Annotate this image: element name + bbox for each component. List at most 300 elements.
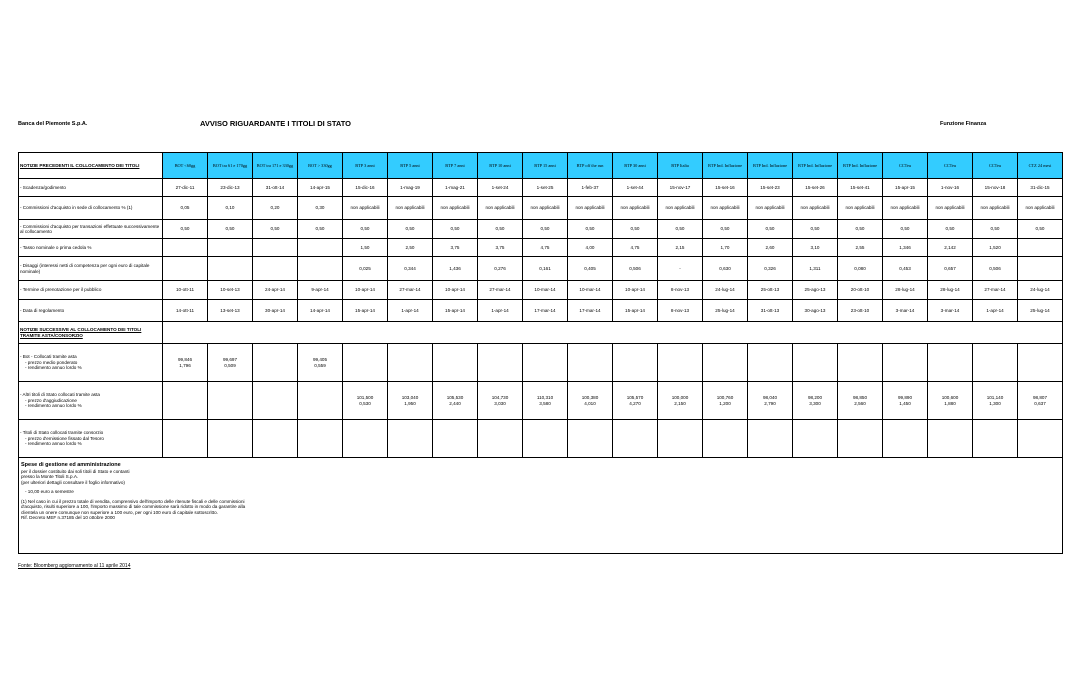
cell-value: 25-lug-14 <box>703 300 748 322</box>
row-label-sub: - rendimento annuo lordo % <box>25 441 82 447</box>
cell-value: 3,10 <box>793 239 838 257</box>
cell-value: non applicabili <box>973 197 1018 220</box>
row-label-sub: - rendimento annuo lordo % <box>25 365 82 371</box>
cell-value: 0,50 <box>388 220 433 239</box>
notes-line: presso la Monte Titoli S.p.A. <box>21 474 79 480</box>
cell-value: non applicabili <box>523 197 568 220</box>
cell-value <box>613 382 658 420</box>
cell-value: non applicabili <box>883 197 928 220</box>
header-row <box>19 153 1063 179</box>
cell-value <box>703 382 748 420</box>
column-header: BTP Ind. Inflazione <box>703 153 748 179</box>
cell-value <box>1018 382 1063 420</box>
cell-value <box>838 420 883 458</box>
cell-value: 23-dic-13 <box>208 179 253 197</box>
cell-price: 101,500 <box>356 395 374 400</box>
cell-value: 0,50 <box>1018 220 1063 239</box>
cell-value: 1-mag-19 <box>388 179 433 197</box>
cell-value <box>838 344 883 382</box>
cell-value: 17-mar-14 <box>568 300 613 322</box>
cell-value <box>523 344 568 382</box>
cell-value: 10-mar-14 <box>523 281 568 300</box>
cell-value: non applicabili <box>478 197 523 220</box>
cell-value: 0,50 <box>163 220 208 239</box>
row-label <box>19 420 163 458</box>
cell-value: 15-nov-17 <box>658 179 703 197</box>
cell-value: 0,20 <box>253 197 298 220</box>
cell-value: - <box>658 257 703 281</box>
cell-price: 99,697 <box>222 357 238 362</box>
cell-value: 9-apr-14 <box>298 281 343 300</box>
cell-yield: 3,300 <box>809 400 821 406</box>
cell-value: 2,142 <box>928 239 973 257</box>
cell-value <box>883 382 928 420</box>
cell-yield: 1,450 <box>899 400 911 406</box>
column-header: BOT tra 61 e 170gg <box>208 153 253 179</box>
row-scadenza <box>19 179 1063 197</box>
cell-value: 27-mar-14 <box>973 281 1018 300</box>
column-header: BTP Ind. Inflazione <box>838 153 883 179</box>
cell-value: 0,05 <box>163 197 208 220</box>
cell-value: 1-nov-16 <box>928 179 973 197</box>
cell-value <box>298 344 343 382</box>
cell-value: 0,50 <box>748 220 793 239</box>
cell-value: 1-set-44 <box>613 179 658 197</box>
cell-value <box>163 420 208 458</box>
cell-price: 98,807 <box>1032 395 1048 400</box>
row-altri <box>19 382 1063 420</box>
column-header: BOT tra 171 e 330gg <box>253 153 298 179</box>
cell-value: 0,50 <box>523 220 568 239</box>
cell-yield: 1,200 <box>719 400 731 406</box>
cell-price: 98,040 <box>762 395 778 400</box>
cell-value <box>163 382 208 420</box>
row-termine <box>19 281 1063 300</box>
cell-value: 1-mag-21 <box>433 179 478 197</box>
column-header: BTP Ind. Inflazione <box>748 153 793 179</box>
cell-value: 0,50 <box>928 220 973 239</box>
cell-value: 0,276 <box>478 257 523 281</box>
cell-value: 0,50 <box>253 220 298 239</box>
cell-value <box>568 420 613 458</box>
cell-value <box>613 344 658 382</box>
cell-value: 4,75 <box>523 239 568 257</box>
cell-value: 10-apr-14 <box>433 281 478 300</box>
cell-yield: 1,300 <box>989 400 1001 406</box>
cell-value: 1,520 <box>973 239 1018 257</box>
row-label-main: - Titoli di Stato collocati tramite consorzio <box>20 430 104 436</box>
cell-value: 0,506 <box>613 257 658 281</box>
cell-value: 10-apr-14 <box>343 281 388 300</box>
column-header: BOT > 330gg <box>298 153 343 179</box>
cell-value: 10-apr-14 <box>613 281 658 300</box>
cell-value: 0,344 <box>388 257 433 281</box>
cell-value: 27-mar-14 <box>388 281 433 300</box>
cell-value: 31-ott-13 <box>748 300 793 322</box>
notes-title: Spese di gestione ed amministrazione <box>21 462 121 468</box>
cell-value <box>253 257 298 281</box>
cell-price: 104,730 <box>491 395 509 400</box>
cell-price: 99,890 <box>897 395 913 400</box>
section-title-after: NOTIZIE SUCCESSIVE AL COLLOCAMENTO DEI TITOLI TRAMITE ASTA/CONSORZIO <box>19 322 163 344</box>
column-header: CCTeu <box>883 153 928 179</box>
cell-value: 28-lug-14 <box>928 281 973 300</box>
row-label: - Data di regolamento <box>19 300 163 322</box>
cell-value: 1,346 <box>883 239 928 257</box>
cell-value: 24-apr-14 <box>253 281 298 300</box>
row-label-main: - Altri titoli di Stato collocati tramite asta <box>20 392 100 398</box>
cell-value: 27-dic-11 <box>163 179 208 197</box>
cell-value: non applicabili <box>568 197 613 220</box>
column-header: BTP Italia <box>658 153 703 179</box>
cell-value: 1-apr-14 <box>973 300 1018 322</box>
cell-value: non applicabili <box>613 197 658 220</box>
cell-value: 20-ott-10 <box>838 281 883 300</box>
section-title-before: NOTIZIE PRECEDENTI IL COLLOCAMENTO DEI TITOLI <box>19 153 163 179</box>
cell-value <box>388 344 433 382</box>
cell-value: 15-set-41 <box>838 179 883 197</box>
cell-value: 28-lug-14 <box>883 281 928 300</box>
cell-value: 0,080 <box>838 257 883 281</box>
cell-value: non applicabili <box>1018 197 1063 220</box>
cell-value: 0,50 <box>433 220 478 239</box>
cell-price: 99,405 <box>312 357 328 362</box>
cell-value: 13-set-13 <box>208 300 253 322</box>
cell-value <box>433 344 478 382</box>
cell-value: 0,50 <box>838 220 883 239</box>
cell-value: 0,50 <box>973 220 1018 239</box>
cell-value: 3-mar-14 <box>928 300 973 322</box>
cell-value <box>883 344 928 382</box>
row-label-sub: - rendimento annuo lordo % <box>25 403 82 409</box>
column-header: BTP 15 anni <box>523 153 568 179</box>
notes-line: per il dossier costituito dai soli titoli di Stato e contanti <box>21 468 130 474</box>
cell-price: 101,140 <box>986 395 1004 400</box>
cell-value <box>883 420 928 458</box>
column-header: BTP 30 anni <box>613 153 658 179</box>
cell-value <box>253 239 298 257</box>
cell-value <box>253 344 298 382</box>
column-header: CCTeu <box>973 153 1018 179</box>
cell-value <box>208 344 253 382</box>
cell-value <box>973 420 1018 458</box>
cell-yield: 3,030 <box>494 400 506 406</box>
column-header: BTP 3 anni <box>343 153 388 179</box>
row-label: - Commissioni d'acquisto in sede di collocamento % (1) <box>19 197 163 220</box>
cell-value: non applicabili <box>838 197 883 220</box>
cell-value: 10-set-13 <box>208 281 253 300</box>
cell-value <box>703 344 748 382</box>
cell-value: 0,50 <box>298 220 343 239</box>
cell-value <box>253 420 298 458</box>
cell-value: 1,436 <box>433 257 478 281</box>
cell-value: 27-mar-14 <box>478 281 523 300</box>
cell-value: 15-apr-14 <box>613 300 658 322</box>
cell-value <box>433 420 478 458</box>
cell-yield: 4,010 <box>584 400 596 406</box>
cell-value: 14-ott-11 <box>163 300 208 322</box>
cell-value: 0,630 <box>703 257 748 281</box>
cell-value: 2,55 <box>838 239 883 257</box>
cell-value <box>928 420 973 458</box>
footnote-line: Rif. Decreto MEF n.37185 del 10 ottobre 2000 <box>21 515 115 521</box>
cell-value: 1,50 <box>343 239 388 257</box>
row-label-sub: - prezzo d'emissione fissato dal Tesoro <box>25 435 104 441</box>
row-label: - Disaggi (interessi netti di competenza per ogni euro di capitale nominale) <box>19 257 163 281</box>
cell-value: 0,50 <box>613 220 658 239</box>
cell-price: 110,310 <box>536 395 554 400</box>
cell-value <box>1018 257 1063 281</box>
cell-value <box>973 344 1018 382</box>
notes-box <box>19 458 1063 554</box>
cell-yield: 0,509 <box>224 362 236 368</box>
cell-value: non applicabili <box>433 197 478 220</box>
cell-value: 10-mar-14 <box>568 281 613 300</box>
cell-value <box>748 420 793 458</box>
cell-value <box>568 344 613 382</box>
cell-value <box>478 382 523 420</box>
cell-value: 1-apr-14 <box>388 300 433 322</box>
cell-yield: 2,440 <box>449 400 461 406</box>
cell-value <box>388 382 433 420</box>
cell-value <box>1018 420 1063 458</box>
cell-value: 1,70 <box>703 239 748 257</box>
cell-value <box>343 344 388 382</box>
row-tasso <box>19 239 1063 257</box>
securities-table <box>18 152 1063 554</box>
cell-value: 0,025 <box>343 257 388 281</box>
cell-value: non applicabili <box>703 197 748 220</box>
cell-value: 30-apr-14 <box>253 300 298 322</box>
cell-value <box>343 420 388 458</box>
cell-value: 0,50 <box>703 220 748 239</box>
cell-value: 25-ago-13 <box>793 281 838 300</box>
cell-value <box>928 344 973 382</box>
row-disaggi <box>19 257 1063 281</box>
cell-value: 4,00 <box>568 239 613 257</box>
cell-value <box>208 382 253 420</box>
document-title: AVVISO RIGUARDANTE I TITOLI DI STATO <box>200 119 351 128</box>
cell-value <box>658 382 703 420</box>
column-header: BTP Ind. Inflazione <box>793 153 838 179</box>
cell-value <box>478 420 523 458</box>
cell-value: non applicabili <box>748 197 793 220</box>
row-regolamento <box>19 300 1063 322</box>
cell-value <box>298 420 343 458</box>
cell-yield: 0,559 <box>314 362 326 368</box>
cell-value <box>523 382 568 420</box>
cell-value <box>163 257 208 281</box>
cell-value <box>838 382 883 420</box>
cell-value <box>433 382 478 420</box>
column-header: CCTeu <box>928 153 973 179</box>
cell-value: 15-set-16 <box>703 179 748 197</box>
bank-name: Banca del Piemonte S.p.A. <box>18 121 88 127</box>
row-label-main: - Bot - Collocati tramite asta <box>20 354 77 360</box>
cell-price: 99,846 <box>177 357 193 362</box>
cell-price: 100,000 <box>671 395 689 400</box>
cell-value: 0,10 <box>208 197 253 220</box>
cell-value <box>343 382 388 420</box>
cell-value: 14-apr-15 <box>298 179 343 197</box>
cell-price: 100,600 <box>941 395 959 400</box>
cell-value <box>568 382 613 420</box>
cell-value: 15-set-26 <box>793 179 838 197</box>
cell-value <box>793 382 838 420</box>
cell-value: 31-ott-14 <box>253 179 298 197</box>
notes-line: (per ulteriori dettagli consultare il foglio informativo) <box>21 479 125 485</box>
cell-value <box>388 420 433 458</box>
cell-value: 0,453 <box>883 257 928 281</box>
cell-value <box>208 239 253 257</box>
notes-block <box>21 462 1060 485</box>
row-label: - Commissioni d'acquisto per transazioni effettuate successivamente al collocamento <box>19 220 163 239</box>
cell-value: 0,50 <box>793 220 838 239</box>
footnote-block <box>21 499 1060 521</box>
cell-value: 0,50 <box>208 220 253 239</box>
row-commissioni-transazioni <box>19 220 1063 239</box>
cell-value: 0,506 <box>973 257 1018 281</box>
cell-value: 15-apr-15 <box>883 179 928 197</box>
cell-price: 105,570 <box>626 395 644 400</box>
cell-value: 0,50 <box>883 220 928 239</box>
cell-value: 30-ago-13 <box>793 300 838 322</box>
notes-row <box>19 458 1063 554</box>
cell-value: 25-ott-13 <box>748 281 793 300</box>
cell-yield: 2,150 <box>674 400 686 406</box>
cell-value: 15-apr-14 <box>433 300 478 322</box>
cell-value: 2,15 <box>658 239 703 257</box>
cell-value: 1-feb-37 <box>568 179 613 197</box>
cell-value <box>793 420 838 458</box>
row-label-sub: - prezzo medio ponderato <box>25 359 78 365</box>
cell-yield: 1,880 <box>944 400 956 406</box>
row-commissioni-collocamento <box>19 197 1063 220</box>
cell-value <box>973 382 1018 420</box>
cell-value: 0,50 <box>568 220 613 239</box>
cell-price: 105,530 <box>446 395 464 400</box>
cell-price: 98,200 <box>807 395 823 400</box>
cell-yield: 2,790 <box>764 400 776 406</box>
cell-value: 2,60 <box>748 239 793 257</box>
cell-value <box>748 344 793 382</box>
cell-value <box>748 382 793 420</box>
cell-value: non applicabili <box>928 197 973 220</box>
cell-value <box>298 239 343 257</box>
column-header: BTP 7 anni <box>433 153 478 179</box>
cell-yield: 3,580 <box>539 400 551 406</box>
cell-value: 15-dic-16 <box>343 179 388 197</box>
cell-value: 15-nov-18 <box>973 179 1018 197</box>
column-header: BTP 5 anni <box>388 153 433 179</box>
cell-value <box>298 382 343 420</box>
cell-value: 0,50 <box>343 220 388 239</box>
cell-price: 100,760 <box>716 395 734 400</box>
row-consorzio <box>19 420 1063 458</box>
cell-value: 1-set-24 <box>478 179 523 197</box>
row-bot <box>19 344 1063 382</box>
cell-value <box>208 420 253 458</box>
footnote-line: clientela un onere comunque non superiore a 100 euro, per ogni 100 euro di capitale sottoscritto. <box>21 509 218 515</box>
cell-value: 3-mar-14 <box>883 300 928 322</box>
cell-value <box>1018 239 1063 257</box>
cell-yield: 0,530 <box>359 400 371 406</box>
cell-value: 10-ott-11 <box>163 281 208 300</box>
column-header: BTP off the run <box>568 153 613 179</box>
cell-value: 3,75 <box>433 239 478 257</box>
cell-value: 15-set-23 <box>748 179 793 197</box>
cell-value <box>928 382 973 420</box>
cell-value <box>478 344 523 382</box>
cell-value: non applicabili <box>388 197 433 220</box>
cell-value <box>658 344 703 382</box>
row-label <box>19 382 163 420</box>
source-footer[interactable]: Fonte: Bloomberg aggiornamento al 11 aprile 2014 <box>18 563 131 569</box>
cell-yield: 0,637 <box>1034 400 1046 406</box>
cell-value: 24-lug-14 <box>1018 281 1063 300</box>
cell-value: 1,311 <box>793 257 838 281</box>
cell-yield: 2,560 <box>854 400 866 406</box>
function-name: Funzione Finanza <box>940 121 987 127</box>
cell-value: 0,326 <box>748 257 793 281</box>
cell-value: 15-apr-14 <box>343 300 388 322</box>
footnote-line: (1) Nel caso in cui il prezzo totale di vendita, comprensivo dell'importo delle ritenute fiscali e delle commissioni <box>21 498 245 504</box>
column-header: BOT <60gg <box>163 153 208 179</box>
cell-value <box>208 257 253 281</box>
notes-fee: - 10,00 euro a semestre <box>25 489 74 495</box>
cell-value: 31-dic-15 <box>1018 179 1063 197</box>
cell-value: 1-set-25 <box>523 179 568 197</box>
row-label: - Scadenza/godimento <box>19 179 163 197</box>
cell-value <box>613 420 658 458</box>
cell-value: non applicabili <box>658 197 703 220</box>
row-label-sub: - prezzo d'aggiudicazione <box>25 397 77 403</box>
cell-value <box>163 344 208 382</box>
cell-value: 25-lug-14 <box>1018 300 1063 322</box>
cell-value: 0,50 <box>478 220 523 239</box>
cell-value: 0,657 <box>928 257 973 281</box>
cell-value: 3,75 <box>478 239 523 257</box>
row-label: - Tasso nominale o prima cedola % <box>19 239 163 257</box>
cell-value: 14-apr-14 <box>298 300 343 322</box>
row-label <box>19 344 163 382</box>
cell-price: 103,040 <box>401 395 419 400</box>
section-after-row <box>19 322 1063 344</box>
column-header: CTZ 24 mesi <box>1018 153 1063 179</box>
cell-value <box>703 420 748 458</box>
cell-value <box>1018 344 1063 382</box>
cell-value <box>658 420 703 458</box>
cell-value: non applicabili <box>793 197 838 220</box>
cell-value: 4,75 <box>613 239 658 257</box>
cell-value: non applicabili <box>343 197 388 220</box>
cell-price: 100,380 <box>581 395 599 400</box>
cell-value: 1-apr-14 <box>478 300 523 322</box>
cell-value <box>523 420 568 458</box>
cell-value: 23-ott-10 <box>838 300 883 322</box>
cell-value <box>298 257 343 281</box>
cell-yield: 1,796 <box>179 362 191 368</box>
cell-price: 98,850 <box>852 395 868 400</box>
cell-value: 24-lug-14 <box>703 281 748 300</box>
row-label: - Termine di prenotazione per il pubblico <box>19 281 163 300</box>
cell-value: 0,405 <box>568 257 613 281</box>
cell-value <box>793 344 838 382</box>
cell-value: 2,50 <box>388 239 433 257</box>
cell-value: 17-mar-14 <box>523 300 568 322</box>
cell-value <box>163 239 208 257</box>
column-header: BTP 10 anni <box>478 153 523 179</box>
